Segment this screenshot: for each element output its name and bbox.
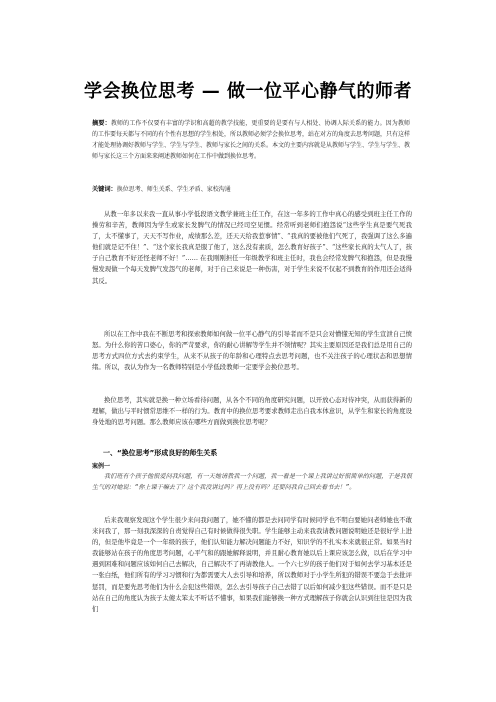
abstract: [92, 119, 410, 163]
body-paragraph-1: 从教一年多以来我一直从事小学低段语文教学兼班主任工作，在这一年多的工作中真心的感受到班主任工作的操劳和辛苦，教师因为学生或家长发脾气的情况已经司空见惯。经常听到老师们抱怨说“这些学生真是要气死我了，太不懂事了，天天不写作业，成绩那么差，还天天给我惹事情”、“我真的要被他们气死了，我强调了这么多遍他们就是记不住！”、“这个家长我真是服了他了，这么没有素质，怎么教育好孩子”、“这些家长真的太气人了，孩子自己教育不好还怪老师不好！”…… 在我刚刚担任一年级教学和班主任时，我也会经常发脾气和抱怨，但是我慢慢发现做一个每天发脾气发怨气的老师，对于自己来说是一种伤害，对于学生来说不仅起不到教育的作用还会适得其反。: [92, 210, 412, 285]
body-paragraph-2: 所以在工作中我在不断思考和探索教师如何做一位平心静气的引导者而不是只会对懵懂无知的学生宣泄自己愤怒。为什么你的苦口婆心，你的严苛要求，你的耐心讲解等学生并不领情呢？其实主要原因还是我们总是用自己的思考方式四位方式去约束学生，从来不从孩子的年龄和心理特点去思考问题，也不关注孩子的心理状态和思想情绪。所以，我认为作为一名教师特别是小学低段教师一定要学会换位思考。: [92, 330, 412, 372]
document-title: 学会换位思考 — 做一位平心静气的师者: [83, 81, 413, 102]
body-paragraph-3: 换位思考，其实就是换一种立场看待问题，从各个不同的角度研究问题，以开放心态对待冲突，从而获得新的理解，做出与平时惯常思维不一样的行为。教育中的换位思考要求教师走出自我本体意识，从学生和家长的角度设身处地的思考问题。那么教师应该在哪些方面做到换位思考呢？: [92, 396, 412, 427]
keywords-text: 换位思考、师生关系、学生矛盾、家校沟通: [116, 186, 231, 193]
body-paragraph-4: 后来我观察发现这个学生很少来问我问题了，她不懂的都是去问同学有时候同学也不明白要她问老师她也不敢来问我了，那一刻我深深的自责觉得自己有时候做得很失职。学生能够主动来我我请教问题说明她还是很好学上进的，但是他毕竟是一个一年级的孩子，他们认知能力解决问题能力不好，知识学的不扎实本来就很正常。如果当时我能够站在孩子的角度思考问题，心平气和的跟她解释说明，并且耐心教育她以后上课应该怎么做，以后在学习中遇到困难和问题应该如何自己去解决，自己解决不了再请教他人。一个六七岁的孩子他们对于如何去学习基本还是一张白纸，他们所有的学习习惯和行为都需要大人去引导和培养，所以教师对于小学生所犯的错误不要急于去批评惩罚，而是要先思考他们为什么会犯这些错误，怎么去引导孩子自己去错了以后如何减少犯这些错误。而不是只是站在自己的角度认为孩子太傻太笨太不听话不懂事，如果我们能够换一种方式理解孩子你就会认识到往往是因为我们: [92, 516, 412, 613]
abstract-text: 教师的工作不仅要有丰富的学识和高超的教学技能，更重要的是要有与人相处、协调人际关系的能力。因为教师的工作要每天都与不同的有个性有思想的学生相处，所以教师必须学会换位思考，站在对方的角度去思考问题，只有这样才能处理协调好教师与学生、学生与学生、教师与家长之间的关系。本文的主要内容就是从教师与学生、学生与学生、教师与家长这三个方面来来阐述教师如何在工作中做到换位思考。: [92, 120, 411, 160]
section-heading: 一、“换位思考”形成良好的师生关系: [103, 449, 218, 457]
case-label: 案例一: [92, 463, 111, 470]
abstract-label: 摘要：: [92, 120, 111, 127]
keywords-label: 关键词：: [92, 186, 117, 193]
keywords: [92, 185, 410, 195]
case-text: 我们班有个孩子他很爱问我问题，有一天她请教我一个问题，我一看是一个课上我讲过好很简单的问题，于是我很生气的对她说：“你上课干嘛去了？这个我没讲过吗？再上没有吗？还要问我自己回去看书去！”。: [92, 473, 412, 492]
